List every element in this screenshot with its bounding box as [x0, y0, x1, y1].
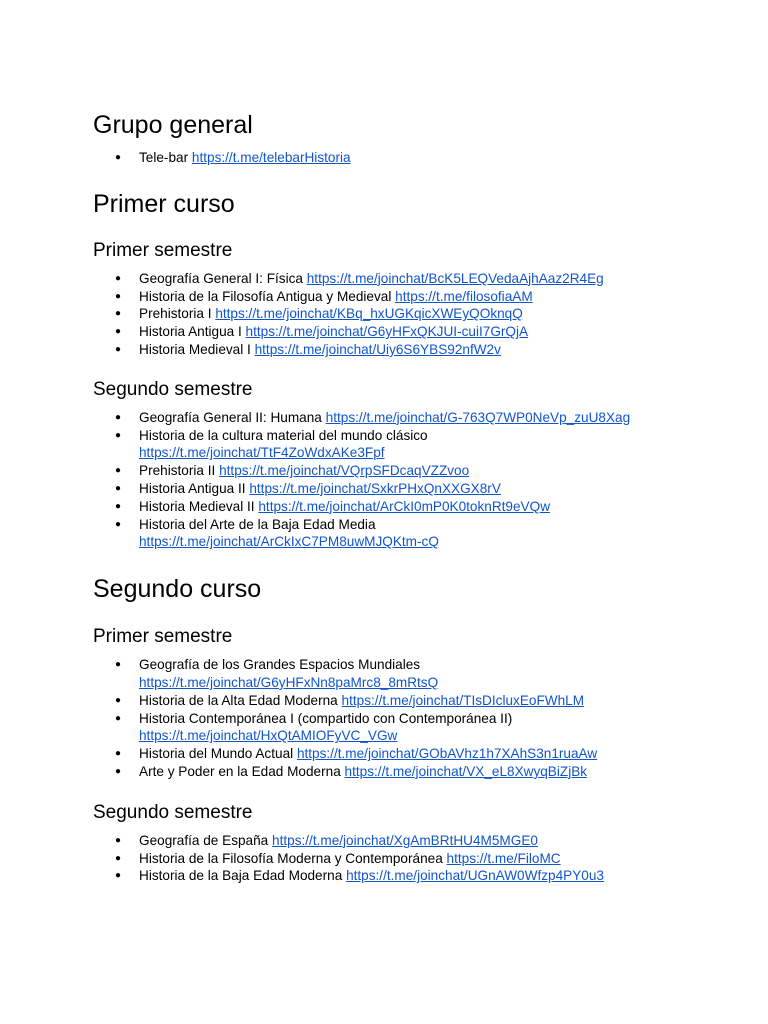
- item-label: Historia de la Baja Edad Moderna: [139, 868, 343, 884]
- item-label: Historia de la Filosofía Moderna y Contemporánea: [139, 850, 443, 866]
- telegram-link[interactable]: https://t.me/joinchat/GObAVhz1h7XAhS3n1ruaAw: [296, 746, 598, 762]
- telegram-link[interactable]: https://t.me/telebarHistoria: [191, 150, 351, 165]
- list-item: [93, 498, 733, 516]
- bullet-icon: ●: [115, 411, 122, 423]
- item-label: Prehistoria II: [139, 463, 216, 479]
- telegram-link[interactable]: https://t.me/joinchat/VX_eL8XwyqBiZjBk: [344, 763, 588, 779]
- telegram-link[interactable]: https://t.me/joinchat/G6yHFxQKJUI-cuiI7GrQjA: [245, 324, 529, 340]
- telegram-link[interactable]: https://t.me/joinchat/ArCkIxC7PM8uwMJQKtm-cQ: [139, 534, 439, 550]
- item-label: Geografía de España: [139, 832, 269, 848]
- list-item: [93, 288, 733, 306]
- list-item: [93, 867, 733, 885]
- bullet-icon: ●: [115, 326, 122, 338]
- item-label: Arte y Poder en la Edad Moderna: [139, 763, 341, 779]
- telegram-link[interactable]: https://t.me/joinchat/G-763Q7WP0NeVp_zuU8Xag: [325, 409, 631, 425]
- list-item: [93, 710, 733, 746]
- list-item: [93, 149, 733, 167]
- list-item: [93, 763, 733, 781]
- telegram-link[interactable]: https://t.me/joinchat/TIsDIcluxEoFWhLM: [341, 692, 585, 708]
- bullet-icon: ●: [115, 659, 122, 671]
- bullet-icon: ●: [115, 518, 122, 530]
- bullet-icon: ●: [115, 712, 122, 724]
- item-label: Geografía General II: Humana: [139, 409, 322, 425]
- bullet-icon: ●: [115, 152, 122, 163]
- telegram-link[interactable]: https://t.me/joinchat/SxkrPHxQnXXGX8rV: [249, 480, 501, 496]
- bullet-icon: ●: [115, 429, 122, 441]
- list-segundo-curso-primer-semestre: [93, 656, 733, 781]
- telegram-link[interactable]: https://t.me/joinchat/BcK5LEQVedaAjhAaz2R4Eg: [306, 270, 604, 286]
- list-item: [93, 409, 733, 427]
- item-label: Prehistoria I: [139, 306, 212, 322]
- telegram-link[interactable]: https://t.me/joinchat/KBq_hxUGKqicXWEyQOknqQ: [215, 306, 523, 322]
- item-label: Historia de la Filosofía Antigua y Medieval: [139, 288, 392, 304]
- document-page: [93, 110, 733, 885]
- list-grupo-general: [93, 149, 733, 167]
- list-item: [93, 341, 733, 359]
- heading-primer-semestre: Primer semestre: [93, 626, 233, 648]
- list-item: [93, 656, 733, 692]
- bullet-icon: ●: [115, 465, 122, 477]
- item-label: Historia del Arte de la Baja Edad Media: [139, 516, 376, 532]
- bullet-icon: ●: [115, 765, 122, 777]
- item-label: Geografía de los Grandes Espacios Mundiales: [139, 657, 421, 673]
- telegram-link[interactable]: https://t.me/joinchat/Uiy6S6YBS92nfW2v: [254, 341, 501, 357]
- list-item: [93, 850, 733, 868]
- bullet-icon: ●: [115, 852, 122, 864]
- telegram-link[interactable]: https://t.me/joinchat/VQrpSFDcaqVZZvoo: [219, 463, 470, 479]
- bullet-icon: ●: [115, 834, 122, 846]
- bullet-icon: ●: [115, 870, 122, 882]
- item-label: Geografía General I: Física: [139, 270, 303, 286]
- telegram-link[interactable]: https://t.me/joinchat/HxQtAMIOFyVC_VGw: [139, 728, 398, 744]
- heading-segundo-semestre: Segundo semestre: [93, 378, 253, 400]
- telegram-link[interactable]: https://t.me/FiloMC: [446, 850, 561, 866]
- bullet-icon: ●: [115, 343, 122, 355]
- list-primer-curso-primer-semestre: [93, 270, 733, 359]
- telegram-link[interactable]: https://t.me/joinchat/XgAmBRtHU4M5MGE0: [272, 832, 538, 848]
- list-item: [93, 832, 733, 850]
- bullet-icon: ●: [115, 500, 122, 512]
- item-label: Historia Antigua I: [139, 324, 242, 340]
- item-label: Tele-bar: [139, 150, 189, 165]
- item-label: Historia del Mundo Actual: [139, 746, 294, 762]
- telegram-link[interactable]: https://t.me/joinchat/ArCkI0mP0K0toknRt9eVQw: [258, 498, 551, 514]
- list-item: [93, 692, 733, 710]
- telegram-link[interactable]: https://t.me/joinchat/TtF4ZoWdxAKe3Fpf: [139, 445, 385, 461]
- heading-grupo-general: Grupo general: [93, 111, 253, 139]
- telegram-link[interactable]: https://t.me/joinchat/G6yHFxNn8paMrc8_8mRtsQ: [139, 674, 439, 690]
- bullet-icon: ●: [115, 694, 122, 706]
- item-label: Historia de la Alta Edad Moderna: [139, 692, 338, 708]
- list-primer-curso-segundo-semestre: [93, 409, 733, 551]
- bullet-icon: ●: [115, 290, 122, 302]
- item-label: Historia Antigua II: [139, 480, 246, 496]
- heading-segundo-curso: Segundo curso: [93, 575, 262, 604]
- telegram-link[interactable]: https://t.me/joinchat/UGnAW0Wfzp4PY0u3: [346, 868, 604, 884]
- list-item: [93, 480, 733, 498]
- heading-primer-curso: Primer curso: [93, 189, 235, 218]
- bullet-icon: ●: [115, 748, 122, 760]
- list-item: [93, 270, 733, 288]
- bullet-icon: ●: [115, 482, 122, 494]
- item-label: Historia Medieval II: [139, 498, 255, 514]
- list-item: [93, 323, 733, 341]
- list-item: [93, 516, 733, 552]
- item-label: Historia Medieval I: [139, 341, 251, 357]
- list-item: [93, 745, 733, 763]
- item-label: Historia de la cultura material del mundo clásico: [139, 427, 428, 443]
- heading-primer-semestre: Primer semestre: [93, 239, 233, 261]
- bullet-icon: ●: [115, 308, 122, 320]
- list-item: [93, 462, 733, 480]
- list-item: [93, 305, 733, 323]
- list-item: [93, 427, 733, 463]
- telegram-link[interactable]: https://t.me/filosofiaAM: [395, 288, 533, 304]
- heading-segundo-semestre: Segundo semestre: [93, 801, 253, 823]
- bullet-icon: ●: [115, 272, 122, 284]
- item-label: Historia Contemporánea I (compartido con Contemporánea II): [139, 710, 513, 726]
- list-segundo-curso-segundo-semestre: [93, 832, 733, 885]
